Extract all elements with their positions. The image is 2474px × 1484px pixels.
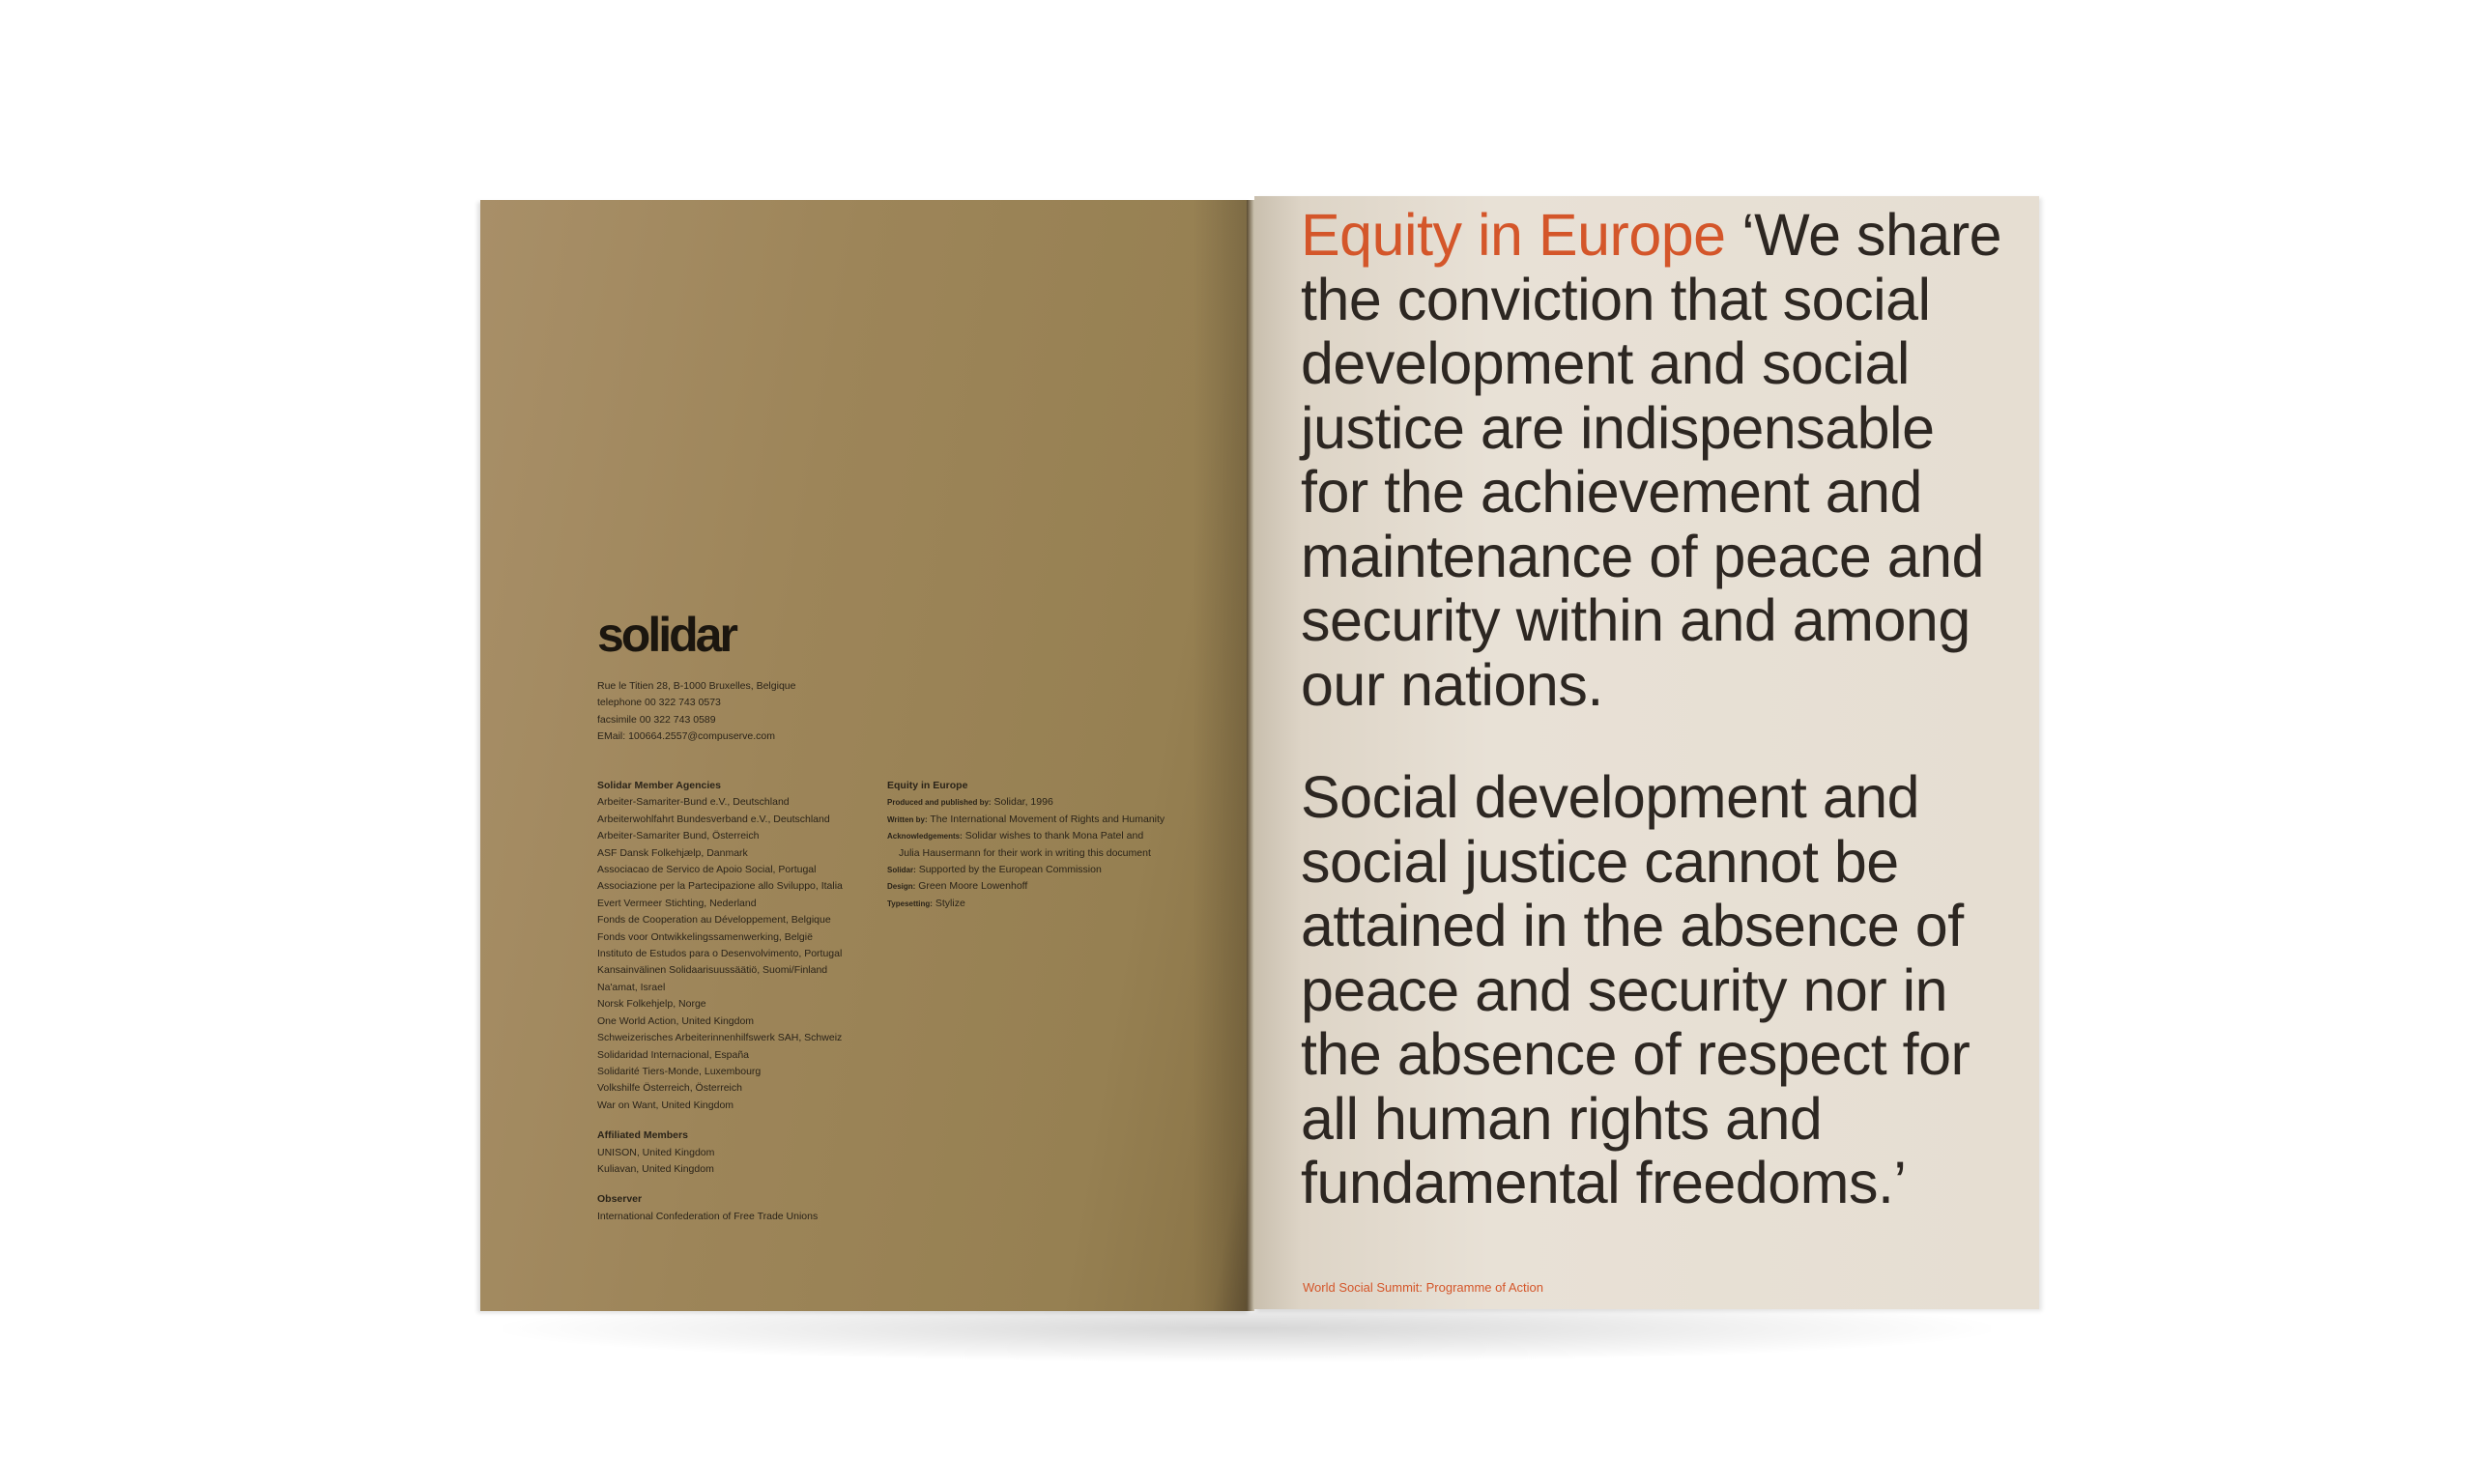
address-line: Rue le Titien 28, B-1000 Bruxelles, Belgique xyxy=(597,680,796,692)
credit-value: The International Movement of Rights and Humanity xyxy=(930,813,1165,825)
credit-row xyxy=(887,845,1165,862)
credit-row xyxy=(887,862,1165,878)
quote-text-2: Social development and social justice cannot be attained in the absence of peace and security nor in the absence of respect for all human rights and fundamental freedoms.’ xyxy=(1301,764,1971,1215)
observer-heading: Observer xyxy=(597,1193,643,1206)
quote-paragraph-1 xyxy=(1301,203,2016,717)
member-item: Fonds voor Ontwikkelingssamenwerking, België xyxy=(597,930,813,943)
pull-quote xyxy=(1301,203,2016,1215)
page-gutter xyxy=(1247,200,1254,1311)
email-line: EMail: 100664.2557@compuserve.com xyxy=(597,730,776,743)
member-item: Associacao de Servico de Apoio Social, Portugal xyxy=(597,864,817,876)
credit-label: Produced and published by: xyxy=(887,798,992,808)
member-agencies-heading: Solidar Member Agencies xyxy=(597,780,721,791)
credit-label: Written by: xyxy=(887,814,928,824)
solidar-logo: solidar xyxy=(597,608,735,662)
credit-value: Stylize xyxy=(935,897,965,909)
member-item: Arbeiterwohlfahrt Bundesverband e.V., Deutschland xyxy=(597,813,830,825)
credit-label: Typesetting: xyxy=(887,899,933,908)
member-item: ASF Dansk Folkehjælp, Danmark xyxy=(597,846,748,859)
member-item: Evert Vermeer Stichting, Nederland xyxy=(597,897,757,909)
member-item: Norsk Folkehjelp, Norge xyxy=(597,998,706,1011)
credit-value: Green Moore Lowenhoff xyxy=(918,880,1028,893)
member-item: Fonds de Cooperation au Développement, Belgique xyxy=(597,914,831,927)
source-footer: World Social Summit: Programme of Action xyxy=(1303,1280,1544,1295)
left-page xyxy=(480,200,1251,1311)
observer-item: International Confederation of Free Trade Unions xyxy=(597,1210,819,1222)
member-item: One World Action, United Kingdom xyxy=(597,1014,755,1027)
credit-label: Design: xyxy=(887,882,916,892)
member-item: Schweizerisches Arbeiterinnenhilfswerk SAH, Schweiz xyxy=(597,1032,843,1044)
member-item: Solidaridad Internacional, España xyxy=(597,1048,750,1061)
credit-label: Acknowledgements: xyxy=(887,832,963,842)
credit-value: Supported by the European Commission xyxy=(918,864,1102,876)
member-item: Na'amat, Israel xyxy=(597,981,666,993)
member-item: Instituto de Estudos para o Desenvolvimento, Portugal xyxy=(597,948,843,960)
member-item: Arbeiter-Samariter Bund, Österreich xyxy=(597,830,760,842)
member-list xyxy=(597,778,843,1225)
affiliated-heading: Affiliated Members xyxy=(597,1129,688,1142)
credit-row xyxy=(887,878,1165,895)
credit-value: Solidar wishes to thank Mona Patel and xyxy=(964,830,1144,842)
credit-row xyxy=(887,812,1165,828)
title-highlight: Equity in Europe xyxy=(1301,202,1726,268)
affiliated-item: Kuliavan, United Kingdom xyxy=(597,1162,714,1175)
telephone-line: telephone 00 322 743 0573 xyxy=(597,697,721,709)
credits-block xyxy=(887,778,1165,912)
credits-heading: Equity in Europe xyxy=(887,780,968,791)
credit-value: Solidar, 1996 xyxy=(993,796,1053,809)
credit-row xyxy=(887,896,1165,912)
member-item: Associazione per la Partecipazione allo Sviluppo, Italia xyxy=(597,880,843,893)
member-item: Kansainvälinen Solidaarisuussäätiö, Suomi/Finland xyxy=(597,964,828,977)
affiliated-item: UNISON, United Kingdom xyxy=(597,1146,715,1158)
address-block xyxy=(597,678,795,746)
member-item: Volkshilfe Österreich, Österreich xyxy=(597,1082,742,1095)
credit-label: Solidar: xyxy=(887,866,916,875)
quote-text-1: ‘We share the conviction that social development and social justice are indispensable for the achievement and maintenance of peace and security within and among our nations. xyxy=(1301,202,2002,718)
member-item: Solidarité Tiers-Monde, Luxembourg xyxy=(597,1065,762,1077)
spacer xyxy=(597,1114,843,1127)
spacer xyxy=(597,1178,843,1191)
member-item: Arbeiter-Samariter-Bund e.V., Deutschland xyxy=(597,796,790,809)
credit-row xyxy=(887,828,1165,844)
credit-value: Julia Hausermann for their work in writing this document xyxy=(899,846,1151,859)
quote-paragraph-2 xyxy=(1301,765,2016,1215)
facsimile-line: facsimile 00 322 743 0589 xyxy=(597,713,716,726)
credit-row xyxy=(887,794,1165,811)
member-item: War on Want, United Kingdom xyxy=(597,1099,734,1111)
